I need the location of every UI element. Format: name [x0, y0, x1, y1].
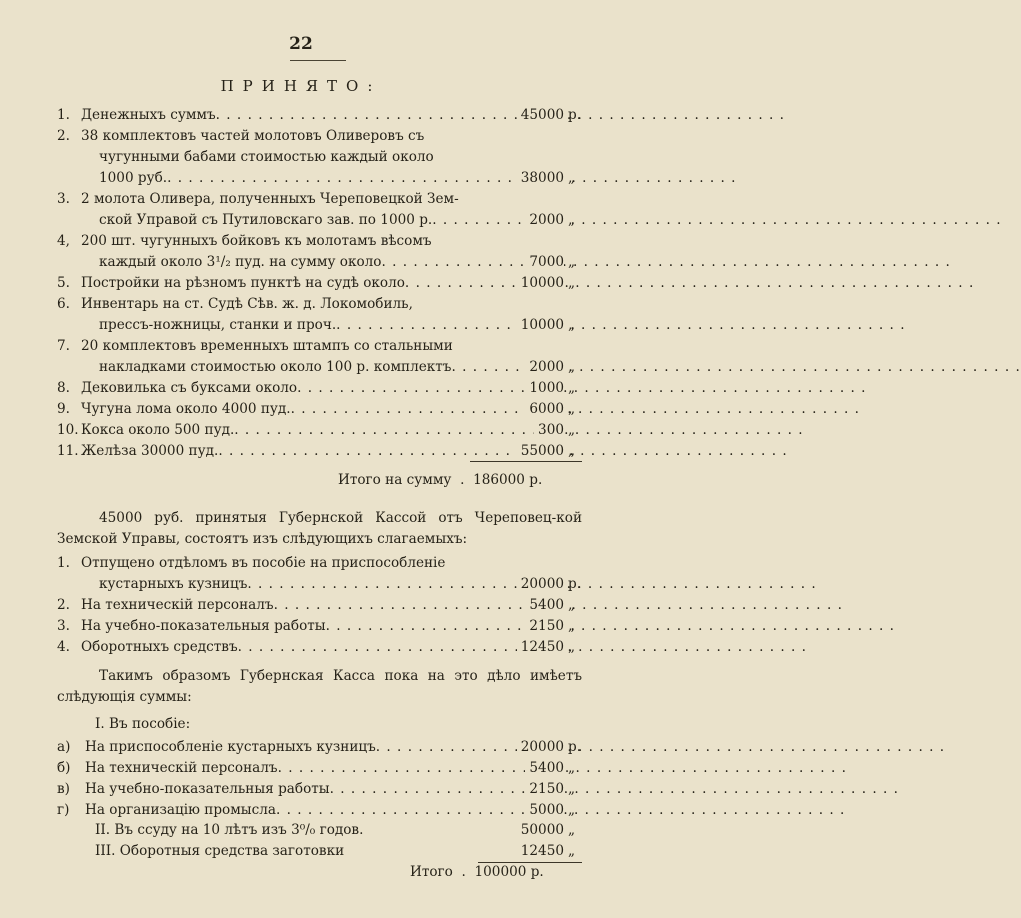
received-item-number: 9. [57, 401, 70, 417]
received-item-number: 4, [57, 233, 70, 249]
received-item-row [57, 147, 582, 168]
received-item-amount: 10000 [517, 315, 564, 336]
received-item-unit: „ [568, 254, 576, 270]
paragraph-1: 45000 руб. принятыя Губернской Кассой отъ Череповец-кой Земской Управы, состоятъ изъ слѣдующихъ слагаемыхъ: [57, 510, 582, 547]
received-item-row [57, 105, 582, 126]
received-item-row [57, 420, 582, 441]
received-item-unit: „ [568, 401, 576, 417]
components-list [57, 553, 582, 658]
component-item-amount: 2150 [525, 616, 564, 637]
received-item-amount: 6000 [525, 399, 564, 420]
received-item-row [57, 378, 582, 399]
received-item-unit: „ [568, 422, 576, 438]
component-item-row [57, 616, 582, 637]
received-item-unit: „ [568, 380, 576, 396]
component-item-unit: „ [568, 597, 576, 613]
received-item-text: прессъ-ножницы, станки и проч. . . . [99, 315, 906, 336]
received-item-number: 7. [57, 338, 70, 354]
total-2: Итого . 100000 р. [410, 864, 544, 880]
page-number-rule [290, 60, 346, 61]
allocation-unit: „ [568, 802, 576, 818]
section-1 [57, 714, 582, 735]
received-item-number: 8. [57, 380, 70, 396]
allocation-amount: 2150 [525, 779, 564, 800]
received-item-unit: „ [568, 212, 576, 228]
received-item-unit: „ [568, 359, 576, 375]
component-item-text: Оборотныхъ средствъ . . . [81, 637, 807, 658]
received-item-row [57, 189, 582, 210]
received-item-number: 5. [57, 275, 70, 291]
allocation-text: На техническій персоналъ . . . [85, 758, 847, 779]
allocation-number: в) [57, 781, 70, 797]
allocation-row [57, 779, 582, 800]
allocation-number: а) [57, 739, 71, 755]
received-item-amount: 2000 [525, 210, 564, 231]
total-rule-1 [470, 461, 582, 462]
allocation-row [57, 758, 582, 779]
component-item-amount: 12450 [517, 637, 564, 658]
received-item-row [57, 399, 582, 420]
section-2-amount: 50000 [517, 820, 564, 841]
allocation-unit: „ [568, 760, 576, 776]
received-item-number: 1. [57, 107, 70, 123]
received-item-row [57, 168, 582, 189]
allocation-amount: 5000 [525, 800, 564, 821]
section-3-unit: „ [568, 843, 576, 859]
component-item-unit: „ [568, 639, 576, 655]
received-item-amount: 2000 [525, 357, 564, 378]
received-item-row [57, 273, 582, 294]
received-item-text: Денежныхъ суммъ . . . [81, 105, 785, 126]
total-rule-2 [478, 862, 582, 863]
received-item-number: 2. [57, 128, 70, 144]
received-item-text: чугунными бабами стоимостью каждый около [99, 149, 434, 165]
total-2-unit: р. [530, 864, 544, 880]
received-item-amount: 1000 [525, 378, 564, 399]
component-item-row [57, 595, 582, 616]
received-item-row [57, 231, 582, 252]
page-number: 22 [289, 34, 313, 54]
section-2-row [57, 820, 582, 841]
component-item-unit: р. [568, 576, 582, 592]
received-item-row [57, 336, 582, 357]
received-item-text: Инвентарь на ст. Судѣ Сѣв. ж. д. Локомобиль, [81, 296, 413, 312]
component-item-number: 2. [57, 597, 70, 613]
received-item-row [57, 357, 582, 378]
allocations-list [57, 737, 582, 821]
received-item-text: 200 шт. чугунныхъ бойковъ къ молотамъ вѣсомъ [81, 233, 432, 249]
received-item-amount: 55000 [517, 441, 564, 462]
component-item-amount: 20000 [517, 574, 564, 595]
allocation-amount: 20000 [517, 737, 564, 758]
received-item-amount: 7000 [525, 252, 564, 273]
received-item-text: Дековилька съ буксами около . . . [81, 378, 866, 399]
allocation-text: На учебно-показательныя работы . . . [85, 779, 899, 800]
received-item-row [57, 252, 582, 273]
received-item-unit: „ [568, 275, 576, 291]
received-item-text: Кокса около 500 пуд. . . . [81, 420, 804, 441]
received-item-text: Чугуна лома около 4000 пуд. . . . [81, 399, 860, 420]
received-item-amount: 300 [534, 420, 564, 441]
component-item-number: 1. [57, 555, 70, 571]
allocation-unit: р. [568, 739, 582, 755]
received-item-text: 38 комплектовъ частей молотовъ Оливеровъ съ [81, 128, 425, 144]
total-1-unit: р. [529, 472, 543, 488]
paragraph-2: Такимъ образомъ Губернская Касса пока на это дѣло имѣетъ слѣдующія суммы: [57, 668, 582, 705]
received-item-unit: „ [568, 170, 576, 186]
section-2-text: II. Въ ссуду на 10 лѣтъ изъ 3⁰/₀ годов. [95, 822, 364, 838]
component-item-row [57, 574, 582, 595]
allocation-amount: 5400 [525, 758, 564, 779]
received-item-unit: „ [568, 317, 576, 333]
received-item-text: 1000 руб. . . . [99, 168, 736, 189]
received-item-row [57, 315, 582, 336]
allocation-number: б) [57, 760, 71, 776]
total-1-amount: 186000 [473, 472, 525, 488]
component-item-text: кустарныхъ кузницъ . . . [99, 574, 817, 595]
received-item-text: 20 комплектовъ временныхъ штампъ со стальными [81, 338, 453, 354]
allocation-text: На приспособленіе кустарныхъ кузницъ . . . [85, 737, 945, 758]
received-item-text: Постройки на рѣзномъ пунктѣ на судѣ около . . . [81, 273, 974, 294]
total-2-amount: 100000 [474, 864, 527, 880]
component-item-row [57, 553, 582, 574]
allocation-unit: „ [568, 781, 576, 797]
component-item-amount: 5400 [525, 595, 564, 616]
section-heading: ПРИНЯТО: [220, 77, 382, 95]
received-item-row [57, 210, 582, 231]
received-item-amount: 10000 [517, 273, 564, 294]
received-item-text: 2 молота Оливера, полученныхъ Череповецкой Зем- [81, 191, 459, 207]
section-2-unit: „ [568, 822, 576, 838]
received-item-unit: „ [568, 443, 576, 459]
received-item-amount: 38000 [517, 168, 564, 189]
section-3-text: III. Оборотныя средства заготовки [95, 843, 345, 859]
total-2-label: Итого [410, 864, 453, 880]
allocation-row [57, 800, 582, 821]
section-1-title: I. Въ пособіе: [95, 716, 191, 732]
component-item-number: 4. [57, 639, 70, 655]
received-item-text: накладками стоимостью около 100 р. комплектъ . . . [99, 357, 1021, 378]
total-1-label: Итого на сумму [338, 472, 452, 488]
received-item-number: 3. [57, 191, 70, 207]
received-item-number: 6. [57, 296, 70, 312]
received-item-unit: р. [568, 107, 582, 123]
component-item-row [57, 637, 582, 658]
component-item-unit: „ [568, 618, 576, 634]
component-item-number: 3. [57, 618, 70, 634]
received-item-text: ской Управой съ Путиловскаго зав. по 1000 р. . . . [99, 210, 1002, 231]
received-item-amount: 45000 [517, 105, 564, 126]
section-3-amount: 12450 [517, 841, 564, 862]
component-item-text: На учебно-показательныя работы . . . [81, 616, 895, 637]
received-item-row [57, 294, 582, 315]
received-item-text: Желѣза 30000 пуд. . . . [81, 441, 788, 462]
received-item-number: 10. [57, 422, 79, 438]
component-item-text: На техническій персоналъ . . . [81, 595, 843, 616]
allocation-row [57, 737, 582, 758]
received-item-row [57, 126, 582, 147]
received-list [57, 105, 582, 462]
total-1: Итого на сумму . 186000 р. [338, 472, 543, 488]
component-item-text: Отпущено отдѣломъ въ пособіе на приспособленіе [81, 555, 446, 571]
allocation-number: г) [57, 802, 70, 818]
received-item-row [57, 441, 582, 462]
section-3-row [57, 841, 582, 862]
received-item-text: каждый около 3¹/₂ пуд. на сумму около . . . [99, 252, 951, 273]
allocation-text: На организацію промысла . . . [85, 800, 845, 821]
received-item-number: 11. [57, 443, 79, 459]
